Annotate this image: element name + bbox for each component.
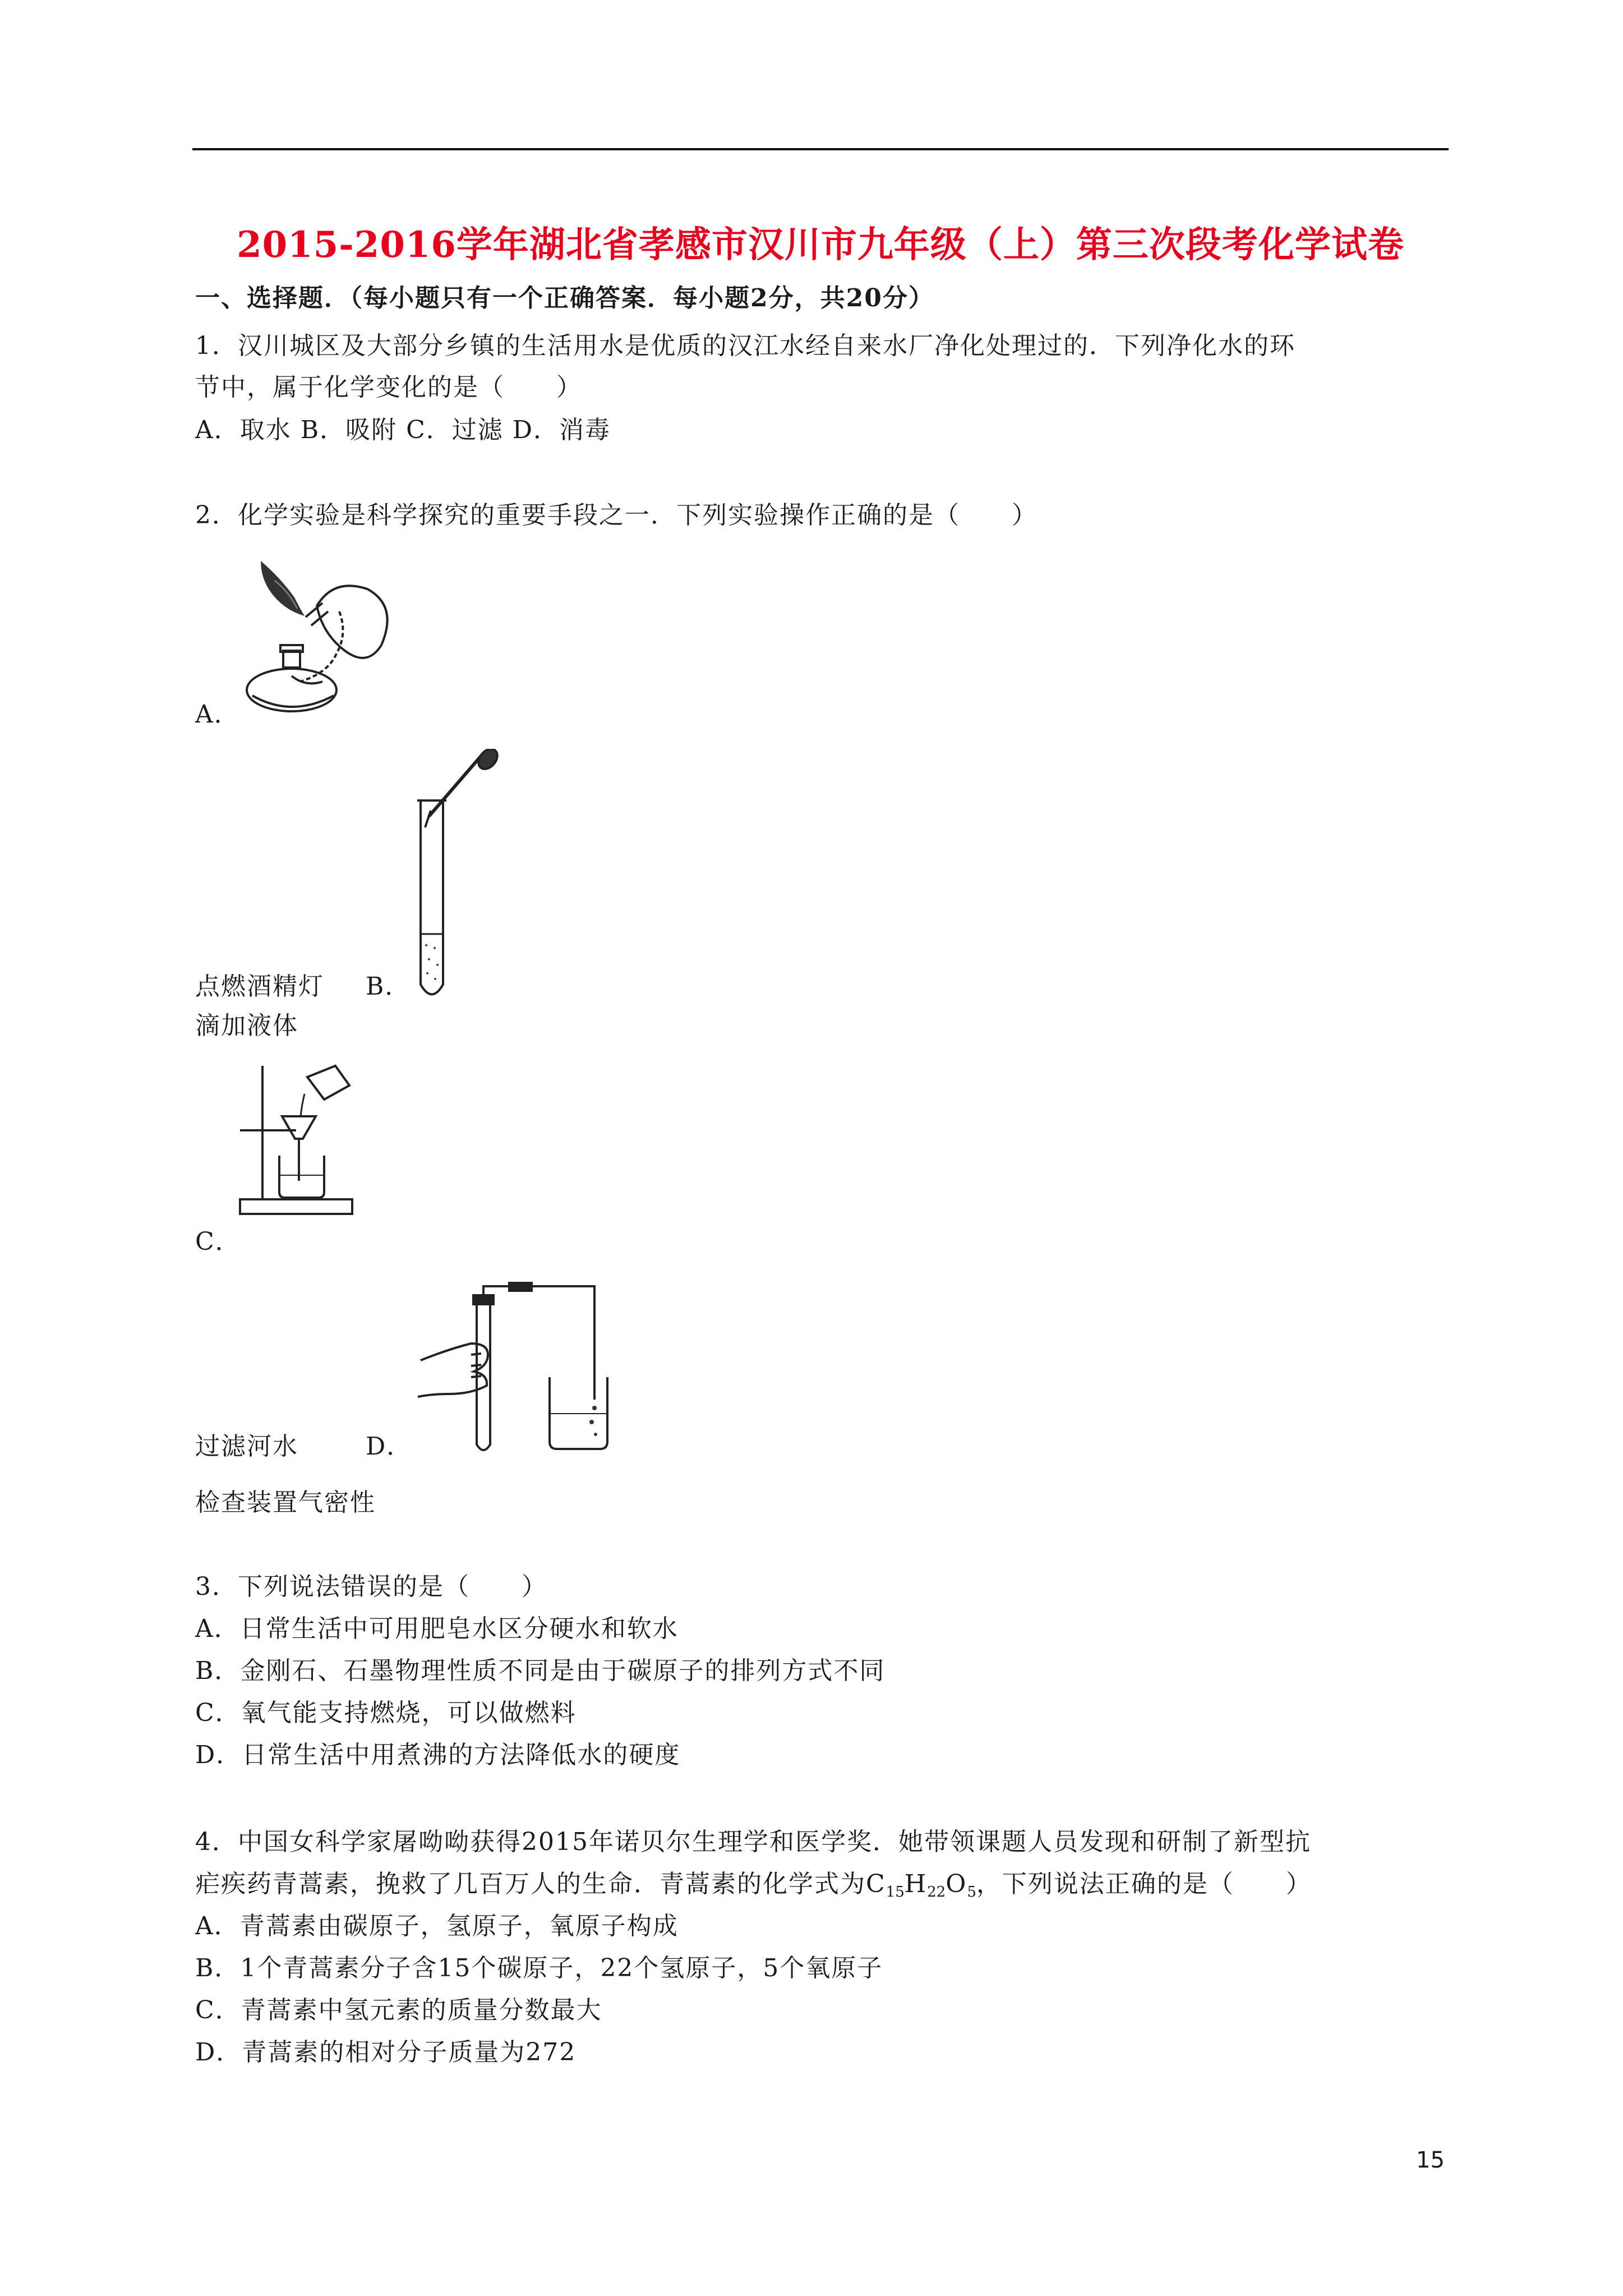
filtration-figure [234, 1055, 358, 1217]
alcohol-lamp-figure [238, 555, 407, 724]
q2-d-caption: 检查装置气密性 [195, 1488, 376, 1517]
q2-b-label: B． [366, 972, 411, 1001]
page-title: 2015-2016学年湖北省孝感市汉川市九年级（上）第三次段考化学试卷 [237, 224, 1404, 266]
q2-a-label: A． [195, 700, 240, 729]
q3-option-d: D．日常生活中用煮沸的方法降低水的硬度 [195, 1741, 681, 1769]
q2-a-caption: 点燃酒精灯 [195, 972, 324, 1001]
q3-stem: 3．下列说法错误的是（ ） [195, 1572, 547, 1601]
page-number: 15 [1416, 2147, 1445, 2173]
q3-option-b: B．金刚石、石墨物理性质不同是由于碳原子的排列方式不同 [195, 1657, 886, 1685]
q4-option-b: B．1个青蒿素分子含15个碳原子，22个氢原子，5个氧原子 [195, 1954, 883, 1982]
section-heading: 一、选择题．（每小题只有一个正确答案．每小题2分，共20分） [195, 284, 934, 312]
airtightness-figure [415, 1282, 617, 1461]
q1-line1: 1．汉川城区及大部分乡镇的生活用水是优质的汉江水经自来水厂净化处理过的．下列净化水的环 [195, 332, 1295, 360]
q2-c-caption: 过滤河水 [195, 1432, 298, 1461]
q4-line1: 4．中国女科学家屠呦呦获得2015年诺贝尔生理学和医学奖．她带领课题人员发现和研制了新型抗 [195, 1828, 1311, 1856]
q4-option-a: A．青蒿素由碳原子，氢原子，氧原子构成 [195, 1912, 679, 1940]
q1-line2: 节中，属于化学变化的是（ ） [195, 373, 582, 402]
q3-option-c: C．氧气能支持燃烧，可以做燃料 [195, 1699, 577, 1727]
q4-option-c: C．青蒿素中氢元素的质量分数最大 [195, 1996, 602, 2024]
dropper-test-tube-figure [404, 749, 510, 1007]
q2-stem: 2．化学实验是科学探究的重要手段之一．下列实验操作正确的是（ ） [195, 501, 1038, 530]
q2-c-label: C． [195, 1227, 241, 1256]
q2-d-label: D． [366, 1432, 413, 1461]
header-rule [192, 148, 1449, 150]
q4-line2: 疟疾药青蒿素，挽救了几百万人的生命．青蒿素的化学式为$C_{15}H_{22}O_5$，下列说法正确的是（ ） [195, 1870, 1312, 1901]
q3-option-a: A．日常生活中可用肥皂水区分硬水和软水 [195, 1614, 679, 1643]
q2-b-caption: 滴加液体 [195, 1011, 298, 1040]
q4-option-d: D．青蒿素的相对分子质量为272 [195, 2038, 577, 2067]
q1-options: A．取水 B．吸附 C．过滤 D．消毒 [195, 416, 611, 444]
